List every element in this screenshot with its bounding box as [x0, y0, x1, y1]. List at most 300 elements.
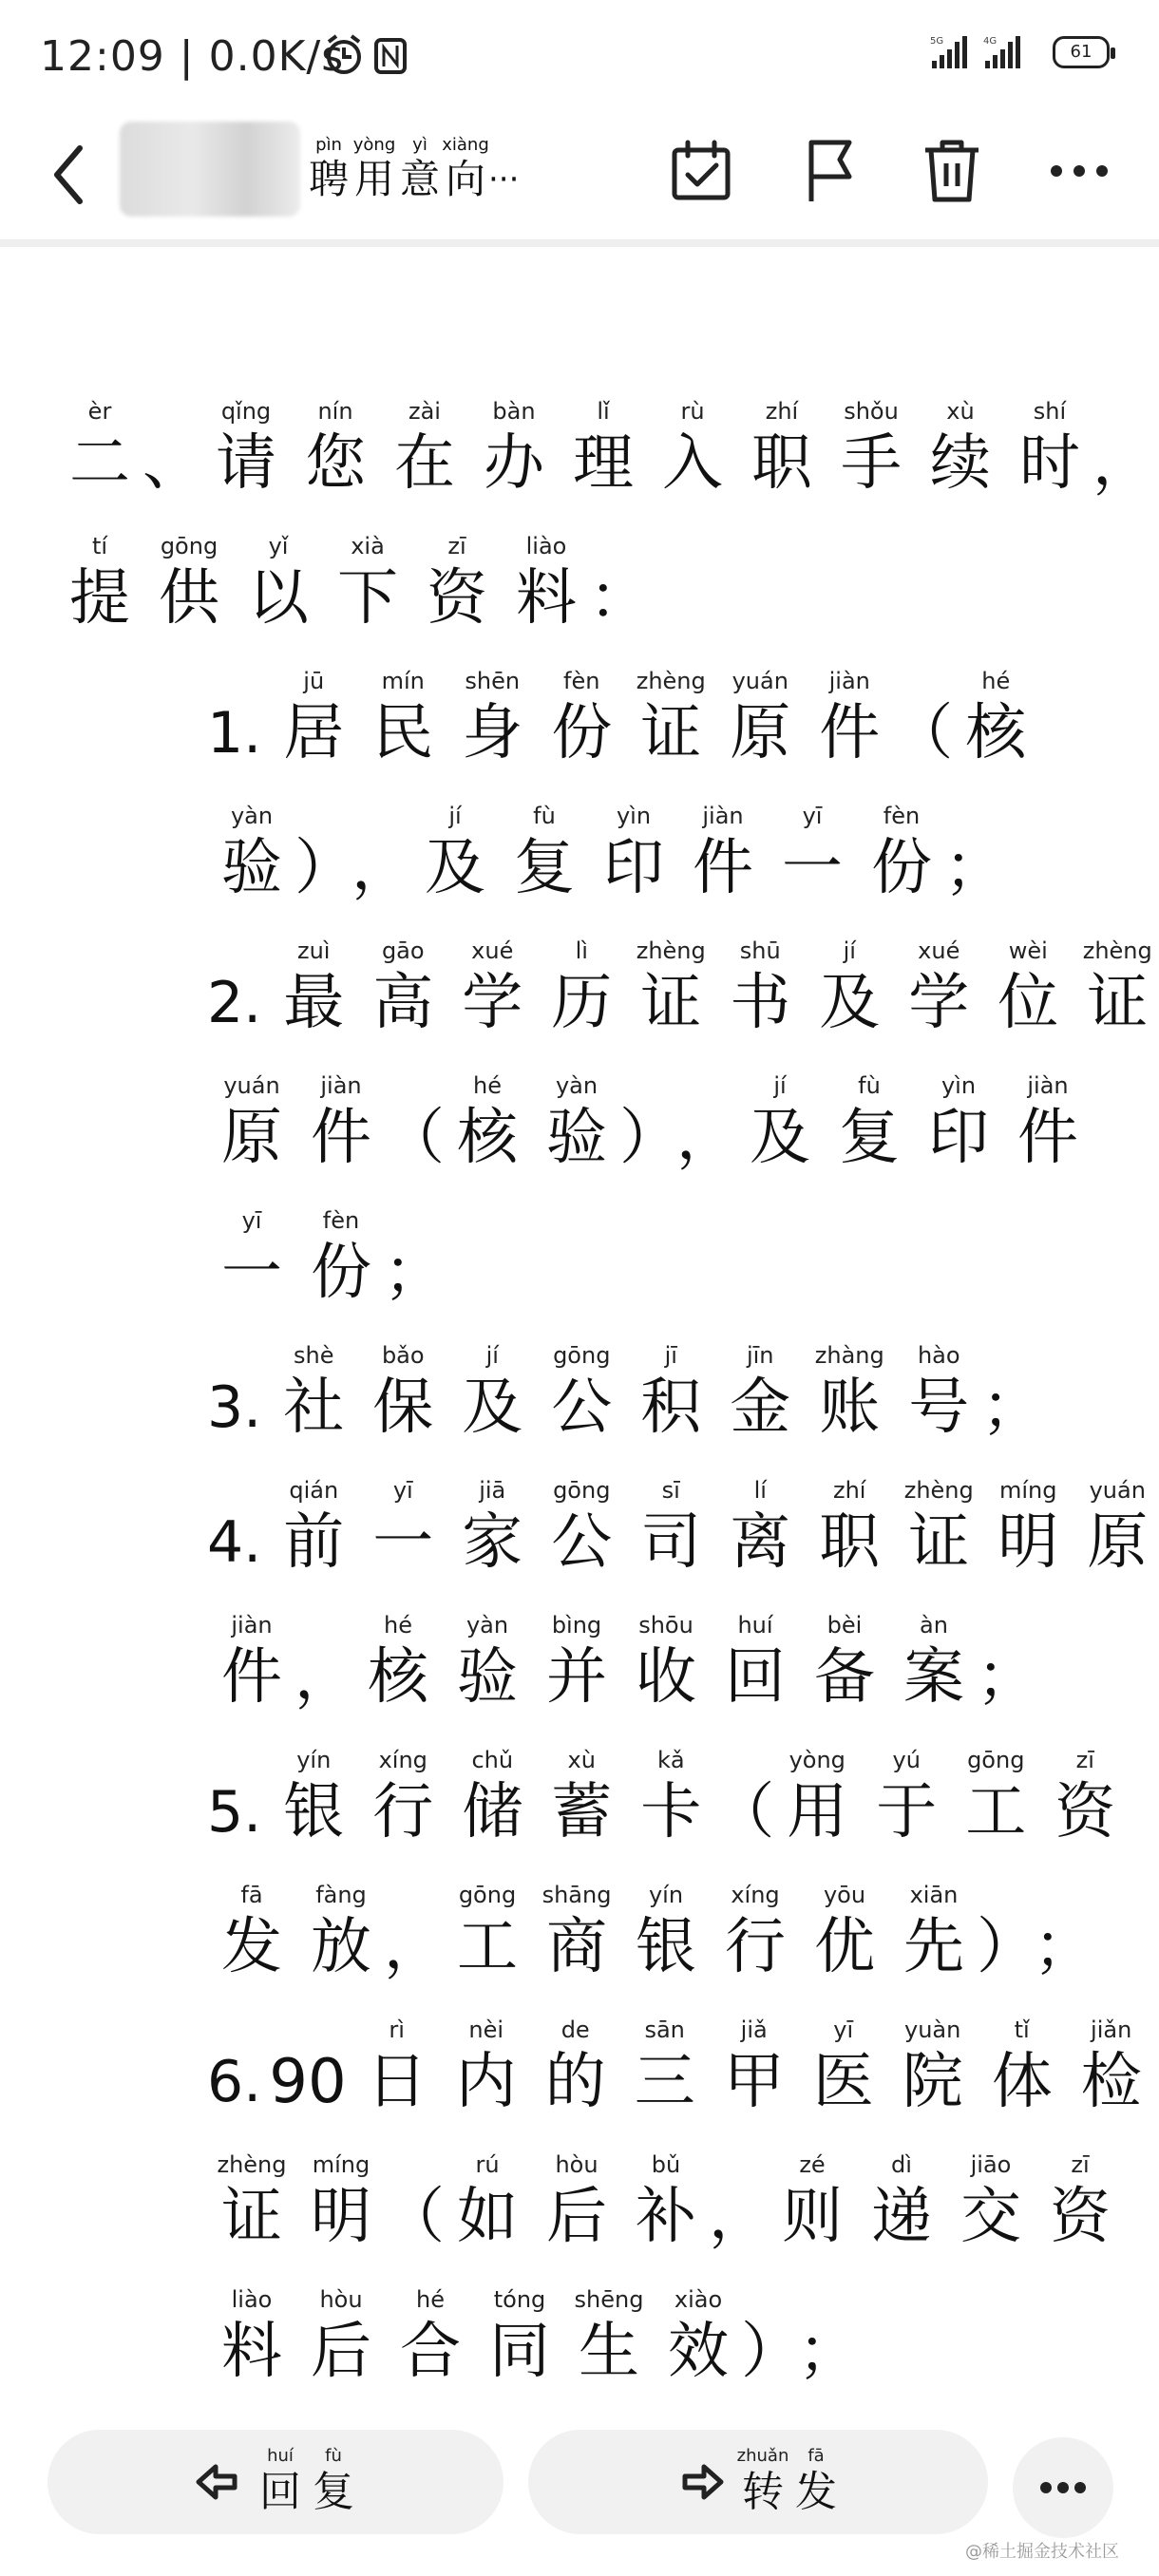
text-line: [207, 2016, 1156, 2120]
pinyin: míng: [999, 1477, 1057, 1504]
ruby-char: [358, 1476, 447, 1581]
network-label-4g: 4G: [983, 36, 998, 47]
ruby-char: [386, 2150, 443, 2255]
hanzi: 收: [636, 1642, 696, 1713]
pinyin: yìn: [616, 803, 652, 829]
ruby-char: [738, 2446, 788, 2518]
reply-button[interactable]: [48, 2430, 504, 2534]
hanzi: 发: [221, 1912, 282, 1982]
hanzi: 储: [462, 1777, 523, 1847]
pinyin: yī: [241, 1207, 262, 1234]
ruby-char: [1073, 1476, 1159, 1581]
ruby-char: [502, 532, 591, 636]
hanzi: 办: [484, 428, 544, 499]
hanzi: 银: [636, 1912, 696, 1982]
hanzi: （: [713, 1777, 775, 1847]
hanzi: 蓄: [551, 1777, 613, 1847]
ruby-char: [207, 802, 296, 906]
hanzi: 内: [455, 2047, 517, 2117]
text-line: [207, 2150, 1125, 2255]
back-icon[interactable]: [46, 133, 91, 217]
text-line: [207, 667, 1040, 771]
pinyin: mín: [381, 668, 425, 694]
hanzi: 时: [1019, 428, 1080, 499]
hanzi: 效: [668, 2317, 729, 2387]
pinyin: míng: [312, 2151, 370, 2178]
hanzi: 理: [573, 428, 634, 499]
ruby-char: [296, 1071, 386, 1176]
hanzi: 生: [579, 2317, 639, 2387]
list-number: 5.: [207, 1779, 262, 1846]
hanzi: ；: [981, 1373, 1043, 1443]
network-label-5g: 5G: [930, 36, 944, 47]
ruby-char: [857, 802, 946, 906]
pinyin: hòu: [555, 2151, 598, 2178]
pinyin: liào: [231, 2286, 273, 2313]
ruby-char: [621, 1071, 678, 1176]
ruby-char: [442, 2016, 531, 2120]
pinyin: èr: [87, 398, 112, 425]
ruby-char: [983, 1476, 1073, 1581]
hanzi: ；: [1034, 1912, 1094, 1982]
pinyin: zài: [408, 398, 441, 425]
pinyin: jīn: [746, 1342, 774, 1369]
pinyin: bìng: [551, 1612, 602, 1638]
pinyin: gōng: [967, 1747, 1025, 1773]
text-line: [207, 937, 1159, 1041]
ruby-char: [256, 2446, 305, 2518]
pinyin: zī: [1075, 1747, 1094, 1773]
hanzi: 社: [283, 1373, 345, 1443]
ruby-char: [946, 802, 1003, 906]
ruby-char: [55, 532, 144, 636]
subject-char: yòng 用: [352, 135, 396, 202]
hanzi: 验: [457, 1642, 518, 1713]
ruby-char: [621, 1881, 711, 1985]
hanzi: 日: [366, 2047, 428, 2117]
hanzi: 一: [221, 1238, 282, 1308]
hanzi: 复: [839, 1103, 900, 1173]
hanzi: 资: [427, 563, 487, 634]
ruby-char: [443, 1071, 532, 1176]
ruby-char: [768, 2150, 857, 2255]
ruby-char: [537, 937, 626, 1041]
pinyin: jiàn: [320, 1072, 362, 1099]
ruby-char: [894, 937, 983, 1041]
pinyin: bàn: [492, 398, 536, 425]
hanzi: 离: [730, 1507, 791, 1578]
ruby-char: [443, 1881, 532, 1985]
hanzi: 手: [841, 428, 902, 499]
hanzi: 商: [546, 1912, 607, 1982]
pinyin: chǔ: [471, 1747, 514, 1773]
ruby-char: [207, 1611, 296, 1715]
hanzi: 原: [1087, 1507, 1149, 1578]
hanzi: 积: [640, 1373, 702, 1443]
pinyin: bǔ: [651, 2151, 681, 2178]
ruby-char: [469, 397, 559, 502]
ruby-char: [1040, 1746, 1130, 1850]
pinyin: hé: [981, 668, 1011, 694]
ruby-char: [711, 2150, 768, 2255]
hanzi: 家: [462, 1507, 523, 1578]
hanzi: 账: [819, 1373, 881, 1443]
hanzi: 核: [457, 1103, 518, 1173]
ruby-char: [309, 2446, 358, 2518]
ruby-char: [626, 1746, 715, 1850]
ruby-char: [620, 2016, 710, 2120]
pinyin: shēn: [465, 668, 521, 694]
hanzi: 于: [876, 1777, 938, 1847]
pinyin: de: [560, 2017, 590, 2043]
pinyin: jiàn: [702, 803, 744, 829]
bottom-action-bar: [0, 2420, 1159, 2576]
ruby-char: [291, 397, 380, 502]
hanzi: 职: [751, 428, 812, 499]
hanzi: 工: [457, 1912, 518, 1982]
ruby-char: [443, 2150, 532, 2255]
hanzi: 份: [871, 833, 932, 903]
ruby-char: [951, 1746, 1040, 1850]
calendar-check-icon[interactable]: [665, 135, 737, 207]
hanzi: ；: [977, 1642, 1037, 1713]
ruby-char: [269, 1341, 358, 1446]
pinyin: huí: [267, 2446, 294, 2466]
ruby-char: [353, 802, 410, 906]
ruby-char: [715, 1476, 805, 1581]
list-number: 4.: [207, 1509, 262, 1576]
hanzi: 甲: [723, 2047, 785, 2117]
ruby-char: [715, 937, 805, 1041]
hanzi: 提: [69, 563, 130, 634]
ruby-char: [894, 1476, 983, 1581]
flag-icon[interactable]: [794, 135, 866, 207]
hanzi: 如: [457, 2182, 518, 2252]
ruby-char: [207, 1071, 296, 1176]
ruby-char: [981, 1341, 1043, 1446]
ruby-char: [353, 1611, 443, 1715]
pinyin: liào: [525, 533, 567, 559]
status-bar: [0, 0, 1159, 114]
hanzi: 件: [693, 833, 753, 903]
text-line: [207, 1611, 1036, 1715]
ruby-char: [1003, 1071, 1092, 1176]
hanzi: 同: [489, 2317, 550, 2387]
signal-icon: [926, 34, 1040, 72]
hanzi: 历: [551, 968, 613, 1038]
ruby-char: [447, 1476, 537, 1581]
hanzi: 下: [337, 563, 398, 634]
pinyin: shōu: [638, 1612, 694, 1638]
pinyin: xué: [918, 938, 960, 964]
pinyin: jiàn: [1027, 1072, 1069, 1099]
pinyin: jí: [448, 803, 462, 829]
ruby-char: [380, 397, 469, 502]
pinyin: xù: [946, 398, 975, 425]
hanzi: 原: [221, 1103, 282, 1173]
hanzi: 您: [305, 428, 366, 499]
hanzi: 最: [283, 968, 345, 1038]
hanzi: 检: [1080, 2047, 1142, 2117]
forward-icon: [675, 2459, 727, 2505]
ruby-char: [1036, 1881, 1092, 1985]
ruby-char: [296, 1611, 353, 1715]
hanzi: 、: [142, 428, 203, 499]
pinyin: zhàng: [814, 1342, 884, 1369]
ruby-char: [805, 937, 894, 1041]
hanzi: （: [384, 2182, 445, 2252]
pinyin: yàn: [230, 803, 274, 829]
hanzi: 书: [730, 968, 791, 1038]
hanzi: ；: [384, 1238, 445, 1308]
hanzi: 行: [725, 1912, 786, 1982]
ruby-char: [678, 802, 768, 906]
hanzi: 卡: [640, 1777, 702, 1847]
hanzi: 以: [248, 563, 309, 634]
pinyin: hé: [416, 2286, 445, 2313]
hanzi: 件: [819, 698, 881, 768]
hanzi: 印: [603, 833, 664, 903]
pinyin: zhèng: [903, 1477, 974, 1504]
ruby-char: [358, 937, 447, 1041]
hanzi: 验: [221, 833, 282, 903]
more-icon[interactable]: [1043, 135, 1115, 207]
ruby-char: [475, 2285, 564, 2390]
ruby-char: [983, 937, 1073, 1041]
ruby-char: [737, 397, 826, 502]
hanzi: 在: [394, 428, 455, 499]
ruby-char: [532, 1071, 621, 1176]
hanzi: 回: [725, 1642, 786, 1713]
hanzi: 及: [750, 1103, 810, 1173]
pinyin: jiǎ: [740, 2017, 768, 2043]
mail-toolbar: [0, 114, 1159, 247]
ruby-char: [296, 802, 353, 906]
watermark: @稀土掘金技术社区: [965, 2542, 1119, 2562]
ruby-char: [951, 667, 1040, 771]
ruby-char: [537, 1746, 626, 1850]
ruby-char: [591, 532, 648, 636]
hanzi: 明: [998, 1507, 1059, 1578]
pinyin: xué: [471, 938, 514, 964]
ruby-char: [799, 2016, 888, 2120]
hanzi: 公: [551, 1507, 613, 1578]
ruby-char: [269, 937, 358, 1041]
bottom-more-button[interactable]: [1013, 2437, 1113, 2538]
hanzi: ，: [709, 2182, 770, 2252]
pinyin: tǐ: [1014, 2017, 1030, 2043]
hanzi: ，: [1092, 428, 1153, 499]
ruby-char: [532, 1611, 621, 1715]
ruby-char: [144, 397, 201, 502]
ruby-char: [914, 1071, 1003, 1176]
ruby-char: [358, 1746, 447, 1850]
subject-char: xiàng 向: [442, 135, 489, 202]
pinyin: hé: [473, 1072, 502, 1099]
hanzi: 请: [216, 428, 276, 499]
ruby-char: [626, 1341, 715, 1446]
hanzi: 身: [462, 698, 523, 768]
ruby-char: [978, 2016, 1067, 2120]
ruby-char: [447, 1341, 537, 1446]
ruby-char: [386, 2285, 475, 2390]
hanzi: 工: [965, 1777, 1027, 1847]
pinyin: zhuǎn: [736, 2446, 789, 2466]
hanzi: 号: [908, 1373, 970, 1443]
ruby-char: [500, 802, 589, 906]
hanzi: 放: [311, 1912, 371, 1982]
pinyin: hòu: [319, 2286, 363, 2313]
pinyin: qǐng: [220, 398, 272, 425]
hanzi: 案: [903, 1642, 964, 1713]
ruby-char: [269, 1746, 358, 1850]
pinyin: shè: [294, 1342, 334, 1369]
ruby-char: [55, 397, 144, 502]
hanzi: 高: [372, 968, 434, 1038]
hanzi: 转: [742, 2468, 784, 2516]
ruby-char: [826, 397, 916, 502]
hanzi: 及: [462, 1373, 523, 1443]
ruby-char: [916, 397, 1005, 502]
battery-indicator: 61: [1053, 36, 1110, 68]
ruby-char: [207, 2285, 296, 2390]
ruby-char: [269, 1476, 358, 1581]
ruby-char: [447, 1746, 537, 1850]
pinyin: jí: [843, 938, 856, 964]
ruby-char: [269, 667, 358, 771]
trash-icon[interactable]: [916, 135, 988, 207]
ruby-char: [559, 397, 648, 502]
hanzi: 证: [640, 968, 702, 1038]
ruby-char: [443, 1611, 532, 1715]
pinyin: xù: [567, 1747, 596, 1773]
ruby-char: [862, 1746, 951, 1850]
hanzi: 司: [640, 1507, 702, 1578]
hanzi: 前: [283, 1507, 345, 1578]
pinyin: jiāo: [970, 2151, 1012, 2178]
ruby-char: [768, 802, 857, 906]
hanzi: 学: [462, 968, 523, 1038]
subject-ellipsis: ···: [488, 161, 520, 199]
pinyin: jū: [303, 668, 325, 694]
ruby-char: [1094, 397, 1151, 502]
pinyin: zī: [1071, 2151, 1090, 2178]
hanzi: ，: [352, 833, 412, 903]
hanzi: 及: [425, 833, 485, 903]
pinyin: shǒu: [844, 398, 899, 425]
hanzi: 位: [998, 968, 1059, 1038]
pinyin: dì: [891, 2151, 912, 2178]
pinyin: fèn: [563, 668, 600, 694]
ruby-char: [715, 1341, 805, 1446]
mail-subject: [306, 135, 519, 203]
ruby-char: [648, 397, 737, 502]
hanzi: ；: [944, 833, 1005, 903]
pinyin: fèn: [322, 1207, 360, 1234]
pinyin: bèi: [826, 1612, 863, 1638]
ruby-char: [805, 1341, 894, 1446]
pinyin: zhèng: [217, 2151, 287, 2178]
pinyin: yī: [392, 1477, 413, 1504]
ruby-char: [234, 532, 323, 636]
ruby-char: [296, 1206, 386, 1311]
reply-label: [256, 2446, 358, 2518]
pinyin: fā: [240, 1882, 263, 1908]
hanzi: 优: [814, 1912, 875, 1982]
ruby-char: [946, 2150, 1036, 2255]
list-number: 3.: [207, 1374, 262, 1441]
hanzi: 并: [546, 1642, 607, 1713]
ruby-char: [889, 1611, 978, 1715]
ruby-char: [386, 1071, 443, 1176]
hanzi: 入: [662, 428, 723, 499]
hanzi: 合: [400, 2317, 461, 2387]
pinyin: jiā: [479, 1477, 506, 1504]
hanzi: 明: [311, 2182, 371, 2252]
hanzi: 交: [960, 2182, 1021, 2252]
pinyin: gāo: [381, 938, 425, 964]
hanzi: 90: [269, 2047, 347, 2117]
hanzi: 证: [221, 2182, 282, 2252]
ruby-char: [564, 2285, 654, 2390]
hanzi: 一: [782, 833, 843, 903]
forward-button[interactable]: [528, 2430, 988, 2534]
hanzi: 三: [634, 2047, 695, 2117]
pinyin: jiàn: [828, 668, 870, 694]
ruby-char: [589, 802, 678, 906]
pinyin: fù: [858, 1072, 881, 1099]
pinyin: zhí: [833, 1477, 866, 1504]
hanzi: 一: [372, 1507, 434, 1578]
pinyin: fù: [533, 803, 556, 829]
text-line: [55, 532, 648, 636]
hanzi: ）: [741, 2317, 802, 2387]
hanzi: 回: [259, 2468, 301, 2516]
ruby-char: [626, 937, 715, 1041]
hanzi: 证: [908, 1507, 970, 1578]
pinyin: lí: [753, 1477, 767, 1504]
ruby-char: [772, 1746, 862, 1850]
pinyin: nèi: [468, 2017, 504, 2043]
list-number: 2.: [207, 970, 262, 1036]
text-line: [207, 2285, 857, 2390]
pinyin: rì: [389, 2017, 405, 2043]
pinyin: shí: [1033, 398, 1067, 425]
ruby-char: [537, 667, 626, 771]
status-time: 12:09 | 0.0K/s: [40, 32, 345, 81]
pinyin: hé: [384, 1612, 412, 1638]
ruby-char: [888, 2016, 978, 2120]
pinyin: yàn: [466, 1612, 509, 1638]
pinyin: àn: [920, 1612, 948, 1638]
hanzi: 复: [313, 2468, 354, 2516]
pinyin: zé: [799, 2151, 826, 2178]
pinyin: zī: [447, 533, 466, 559]
ruby-char: [358, 667, 447, 771]
ruby-char: [296, 2150, 386, 2255]
hanzi: 资: [1054, 1777, 1116, 1847]
hanzi: 民: [372, 698, 434, 768]
pinyin: xiào: [674, 2286, 723, 2313]
hanzi: 递: [871, 2182, 932, 2252]
ruby-char: [857, 2150, 946, 2255]
subject-char: pìn 聘: [308, 135, 349, 202]
ruby-char: [825, 1071, 914, 1176]
ruby-char: [800, 1881, 889, 1985]
ruby-char: [715, 667, 805, 771]
ruby-char: [805, 667, 894, 771]
hanzi: 行: [372, 1777, 434, 1847]
